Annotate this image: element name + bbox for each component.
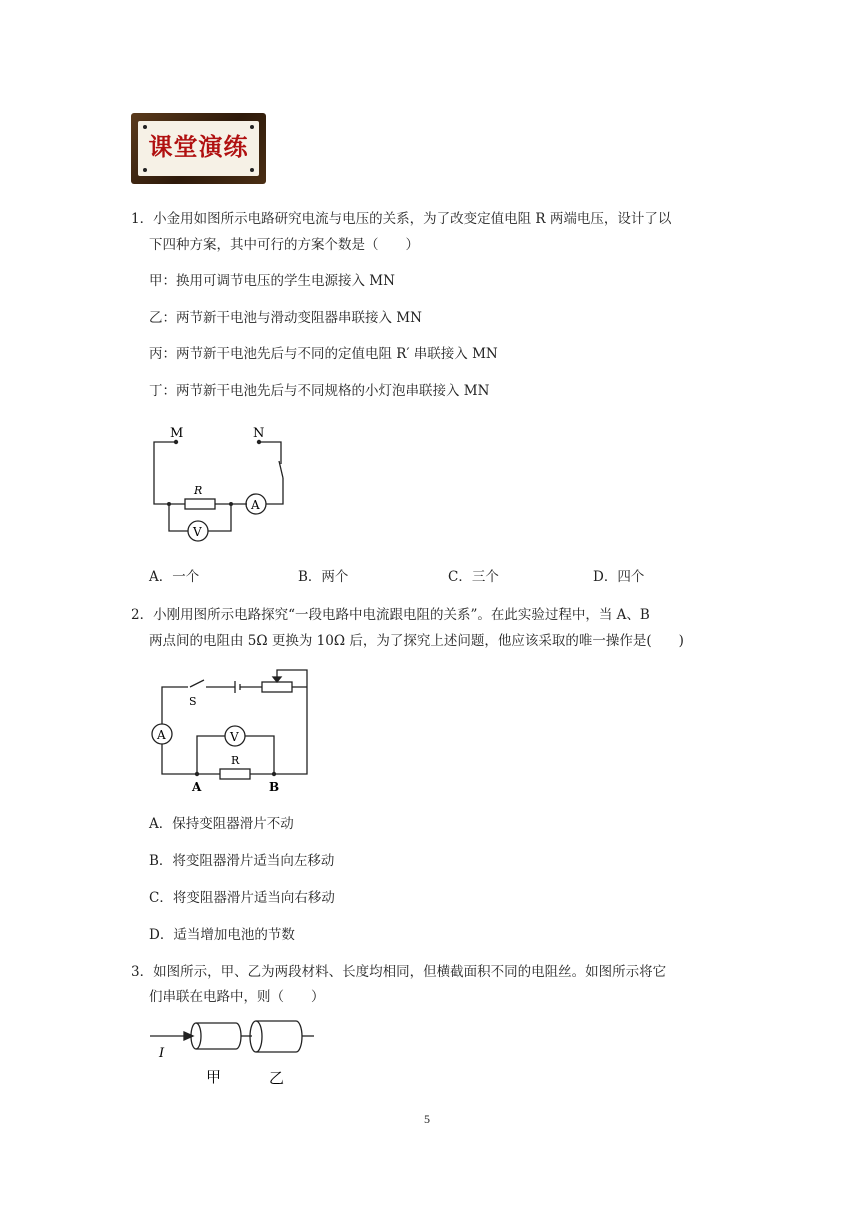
- voltmeter-label: V: [230, 730, 239, 744]
- banner-title: 课堂演练: [148, 133, 249, 161]
- voltmeter-label: V: [193, 525, 202, 539]
- ammeter-label: A: [251, 498, 260, 512]
- current-label: I: [159, 1046, 165, 1061]
- resistor-icon: [220, 769, 250, 779]
- q2-option-c: C．将变阻器滑片适当向右移动: [149, 890, 335, 906]
- nail-icon: [250, 125, 254, 129]
- q1-option-b: B．两个: [298, 569, 349, 585]
- nail-icon: [250, 168, 254, 172]
- q1-option-d: D．四个: [593, 569, 645, 585]
- q1-option-c: C．三个: [448, 569, 499, 585]
- q1-stem-line1: 1．小金用如图所示电路研究电流与电压的关系，为了改变定值电阻 R 两端电压，设计了以: [131, 211, 672, 227]
- rheostat-icon: [262, 682, 292, 692]
- nail-icon: [143, 168, 147, 172]
- ammeter-label: A: [157, 728, 166, 742]
- q3-stem-line1: 3．如图所示，甲、乙为两段材料、长度均相同，但横截面积不同的电阻丝。如图所示将它: [131, 964, 667, 980]
- wire-yi-label: 乙: [269, 1069, 285, 1087]
- page-number: 5: [424, 1112, 430, 1126]
- point-a-label: A: [192, 780, 202, 794]
- point-b-label: B: [269, 780, 280, 794]
- q3-stem-line2: 们串联在电路中，则（ ）: [149, 989, 325, 1005]
- resistor-label: R: [231, 754, 240, 767]
- q1-plan-bing: 丙：两节新干电池先后与不同的定值电阻 R′ 串联接入 MN: [149, 346, 498, 362]
- q1-plan-ding: 丁：两节新干电池先后与不同规格的小灯泡串联接入 MN: [149, 383, 490, 399]
- nail-icon: [143, 125, 147, 129]
- q1-option-a: A．一个: [149, 569, 200, 585]
- terminal-m-label: M: [170, 426, 184, 441]
- q2-stem-line1: 2．小刚用图所示电路探究“一段电路中电流跟电阻的关系”。在此实验过程中，当 A、B: [131, 607, 650, 623]
- q2-stem-line2: 两点间的电阻由 5Ω 更换为 10Ω 后，为了探究上述问题，他应该采取的唯一操作是( ): [149, 633, 684, 649]
- resistor-icon: [185, 499, 215, 509]
- wire-jia-icon: [196, 1023, 236, 1049]
- q1-plan-yi: 乙：两节新干电池与滑动变阻器串联接入 MN: [149, 310, 422, 326]
- q2-circuit-diagram: [145, 662, 315, 797]
- q3-resistance-wire-diagram: [148, 1015, 318, 1095]
- q2-option-b: B．将变阻器滑片适当向左移动: [149, 853, 335, 869]
- terminal-n-label: N: [253, 426, 265, 441]
- q1-circuit-diagram: [145, 420, 305, 555]
- q2-option-a: A．保持变阻器滑片不动: [149, 816, 294, 832]
- section-banner: [131, 113, 266, 184]
- q1-plan-jia: 甲：换用可调节电压的学生电源接入 MN: [149, 273, 395, 289]
- resistor-label: R: [194, 484, 203, 497]
- q2-option-d: D．适当增加电池的节数: [149, 927, 295, 943]
- q1-stem-line2: 下四种方案，其中可行的方案个数是（ ）: [149, 237, 419, 253]
- wire-jia-label: 甲: [206, 1068, 222, 1086]
- switch-icon: [190, 680, 204, 687]
- switch-label: S: [189, 695, 197, 708]
